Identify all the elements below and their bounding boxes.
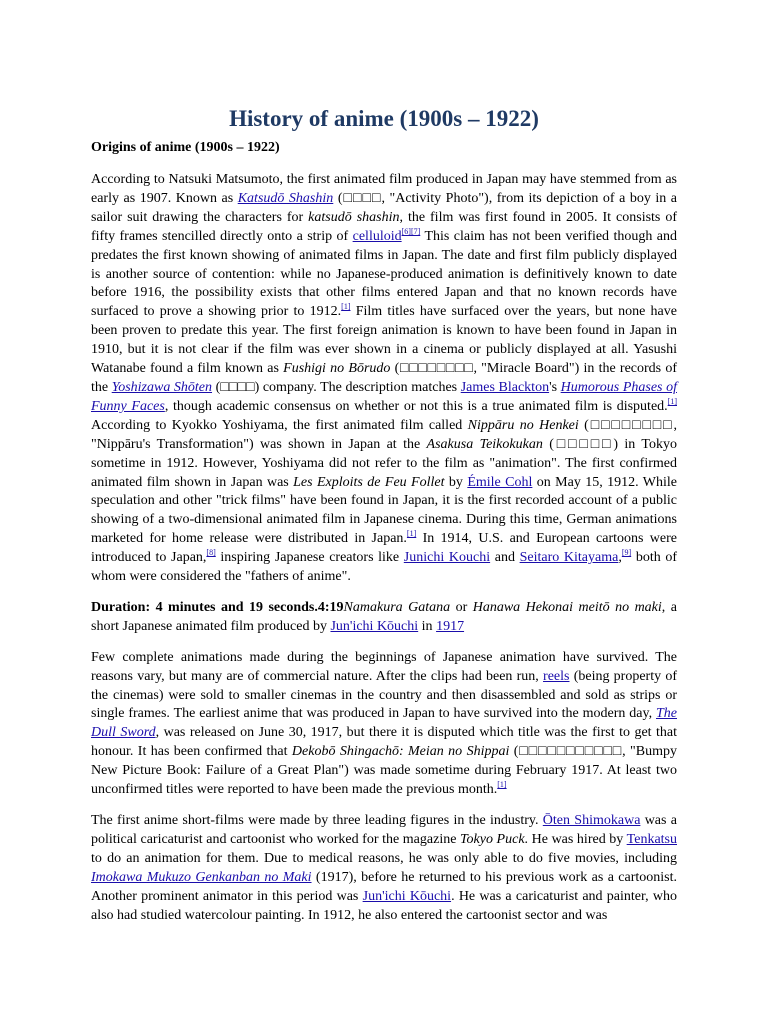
italic-text: Les Exploits de Feu Follet	[293, 474, 445, 490]
text: According to Natsuki Matsumoto, the first animated film produced in Japan may have stemmed from as early as 1907. Known as	[91, 172, 677, 206]
text: , was released on June 30, 1917, but there it is disputed which title was the first to get that honour. It has been confirmed that	[91, 725, 678, 760]
text: (□□□□) company. The description matches	[212, 379, 461, 395]
page-title: History of anime (1900s – 1922)	[229, 106, 539, 131]
link-reels[interactable]: reels	[543, 668, 570, 684]
link-oten-shimokawa[interactable]: Ōten Shimokawa	[542, 813, 641, 828]
italic-text: Tokyo Puck	[460, 831, 525, 847]
text: was a political caricaturist and cartoonist who worked for the magazine	[91, 813, 677, 847]
paragraph-origins	[91, 171, 677, 587]
paragraph-duration	[91, 599, 677, 637]
link-yoshizawa-shoten[interactable]: Yoshizawa Shōten	[111, 379, 213, 395]
text: to do an animation for them. Due to medical reasons, he was only able to do five movies, including	[91, 850, 677, 866]
text: (□□□□□□□□, "Nippāru's Transformation") was shown in Japan at the	[91, 417, 677, 452]
text: , a short Japanese animated film produced by	[91, 599, 677, 634]
italic-text: Fushigi no Bōrudo	[283, 361, 391, 377]
paragraph-surviving-animations	[91, 649, 677, 800]
text: (□□□□□□□□□□□, "Bumpy New Picture Book: Failure of a Great Plan") was made sometime during February 1917. At least two unconfirmed titles were reported to have been made the previous month.	[91, 744, 677, 798]
italic-text: katsudō shashin	[308, 209, 400, 225]
citation-6-7[interactable]: [6][7]	[401, 226, 421, 236]
italic-text: Hanawa Hekonai meitō no maki	[472, 599, 662, 615]
link-1917[interactable]: 1917	[436, 618, 465, 634]
text: In 1914, U.S. and European cartoons were introduced to Japan,	[91, 531, 677, 566]
text: or	[450, 599, 473, 615]
text: 's	[549, 379, 561, 395]
bold-text: Duration: 4 minutes and 19 seconds.4:19	[91, 599, 344, 615]
text: , the film was first found in 2005. It consists of fifty frames stencilled directly onto a strip of	[91, 209, 677, 244]
italic-text: Asakusa Teikokukan	[426, 436, 543, 452]
text: and	[490, 550, 520, 566]
link-junichi-kouchi[interactable]: Junichi Kouchi	[403, 550, 491, 566]
link-katsudo-shashin[interactable]: Katsudō Shashin	[237, 190, 334, 206]
section-heading: Origins of anime (1900s – 1922)	[91, 140, 280, 155]
link-seitaro-kitayama[interactable]: Seitaro Kitayama	[519, 550, 619, 566]
text: This claim has not been verified though and predates the first known showing of animated films in Japan. The date and first film publicly displayed is another source of contention: while no Japanese-produced animation is definitively known to date before 1916, the possibility exists that other films entered Japan and that no known records have surfaced to prove a showing prior to 1912.	[91, 228, 677, 320]
link-celluloid[interactable]: celluloid	[352, 228, 402, 244]
link-imokawa-mukuzo[interactable]: Imokawa Mukuzo Genkanban no Maki	[91, 869, 312, 885]
text: According to Kyokko Yoshiyama, the first animated film called	[91, 417, 468, 433]
text: by	[444, 474, 468, 490]
article	[91, 104, 677, 925]
text: (□□□□, "Activity Photo"), from its depiction of a boy in a sailor suit drawing the characters for	[91, 190, 678, 225]
citation-1[interactable]: [1]	[497, 780, 507, 790]
link-junichi-kouchi[interactable]: Jun'ichi Kōuchi	[362, 888, 452, 904]
text: (□□□□□) in Tokyo sometime in 1912. However, Yoshiyama did not refer to the film as "animation". The first confirmed animated film shown in Japan was	[91, 436, 677, 490]
text: (□□□□□□□□, "Miracle Board") in the records of the	[91, 361, 677, 395]
text: . He was a caricaturist and painter, who also had studied watercolour painting. In 1912, he also entered the cartoonist sector and was	[91, 888, 677, 923]
text: (1917), before he returned to his previous work as a cartoonist. Another prominent animator in this period was	[91, 869, 678, 904]
text: Few complete animations made during the beginnings of Japanese animation have survived. The reasons vary, but many are of commercial nature. After the clips had been run,	[91, 649, 677, 684]
paragraph-first-short-films	[91, 812, 677, 925]
italic-text: Nippāru no Henkei	[467, 417, 579, 433]
link-tenkatsu[interactable]: Tenkatsu	[626, 831, 677, 847]
citation-1[interactable]: [1]	[406, 529, 417, 539]
link-emile-cohl[interactable]: Émile Cohl	[467, 474, 533, 490]
text: on May 15, 1912. While speculation and other "trick films" have been found in Japan, it is the first recorded account of a public showing of a two-dimensional animated film in Japanese cinema. During this time, German animations marketed for home release were distributed in Japan.	[91, 474, 677, 547]
text: (being property of the cinemas) were sold to smaller cinemas in the country and then disassembled and sold as strips or single frames. The earliest anime that was produced in Japan to have survived into the modern day,	[91, 668, 677, 722]
text: . He was hired by	[524, 831, 627, 847]
link-humorous-phases[interactable]: Humorous Phases of Funny Faces	[91, 379, 677, 414]
link-the-dull-sword[interactable]: The Dull Sword	[91, 706, 677, 741]
italic-text: Namakura Gatana	[343, 599, 451, 615]
citation-1[interactable]: [1]	[667, 396, 677, 406]
citation-9[interactable]: [9]	[621, 548, 632, 558]
citation-1[interactable]: [1]	[341, 302, 351, 312]
link-james-blackton[interactable]: James Blackton	[460, 379, 550, 395]
text: both of whom were considered the "fathers of anime".	[91, 550, 678, 585]
italic-text: Dekobō Shingachō: Meian no Shippai	[291, 744, 510, 760]
text: The first anime short-films were made by three leading figures in the industry.	[91, 813, 543, 828]
text: in	[418, 618, 437, 634]
citation-8[interactable]: [8]	[206, 548, 216, 558]
text: inspiring Japanese creators like	[215, 550, 404, 566]
text: ,	[618, 550, 622, 566]
text: , though academic consensus on whether or not this is a true animated film is disputed.	[164, 398, 668, 414]
text: Film titles have surfaced over the years, but none have been proven to predate this year. The first foreign animation is known to have been found in Japan in 1910, but it is not clear if the film was ever shown in a cinema or publicly displayed at all. Yasushi Watanabe found a film known as	[91, 304, 677, 377]
link-junichi-kouchi[interactable]: Jun'ichi Kōuchi	[330, 618, 419, 634]
